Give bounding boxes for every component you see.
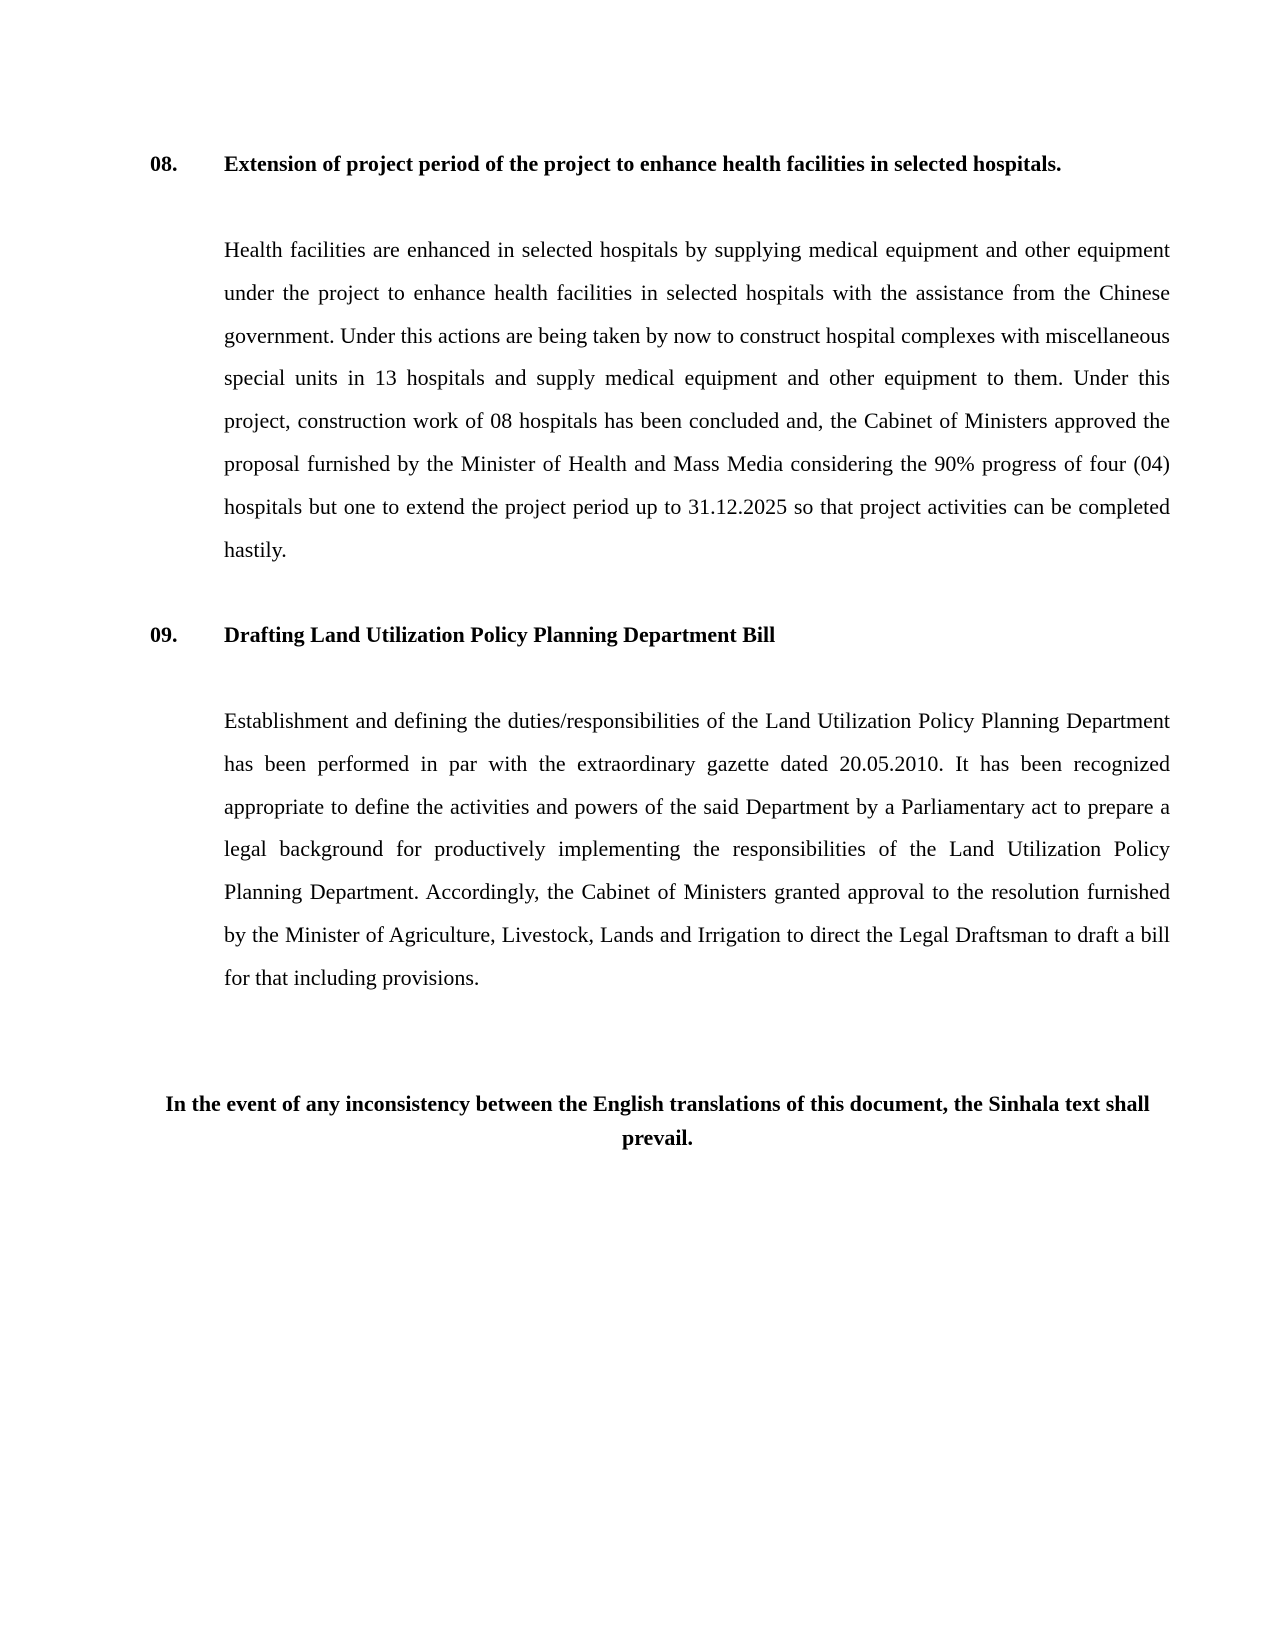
- section-number: 09.: [150, 622, 178, 647]
- section-body: Health facilities are enhanced in selected hospitals by supplying medical equipment and other equipment under the project to enhance health facilities in selected hospitals with the assistance from the Chinese government. Under this actions are being taken by now to construct hospital complexes with miscellaneous special units in 13 hospitals and supply medical equipment and other equipment to them. Under this project, construction work of 08 hospitals has been concluded and, the Cabinet of Ministers approved the proposal furnished by the Minister of Health and Mass Media considering the 90% progress of four (04) hospitals but one to extend the project period up to 31.12.2025 so that project activities can be completed hastily.: [224, 237, 1170, 562]
- section-title: Drafting Land Utilization Policy Planning Department Bill: [224, 622, 776, 647]
- translation-disclaimer: In the event of any inconsistency between the English translations of this document, the Sinhala text shall prevail.: [165, 1091, 1150, 1150]
- section-body: Establishment and defining the duties/responsibilities of the Land Utilization Policy Planning Department has been performed in par with the extraordinary gazette dated 20.05.2010. It has been recognized appropriate to define the activities and powers of the said Department by a Parliamentary act to prepare a legal background for productively implementing the responsibilities of the Land Utilization Policy Planning Department. Accordingly, the Cabinet of Ministers granted approval to the resolution furnished by the Minister of Agriculture, Livestock, Lands and Irrigation to direct the Legal Draftsman to draft a bill for that including provisions.: [224, 708, 1170, 990]
- section-title: Extension of project period of the project to enhance health facilities in selected hospitals.: [224, 151, 1062, 176]
- section-number: 08.: [150, 151, 178, 176]
